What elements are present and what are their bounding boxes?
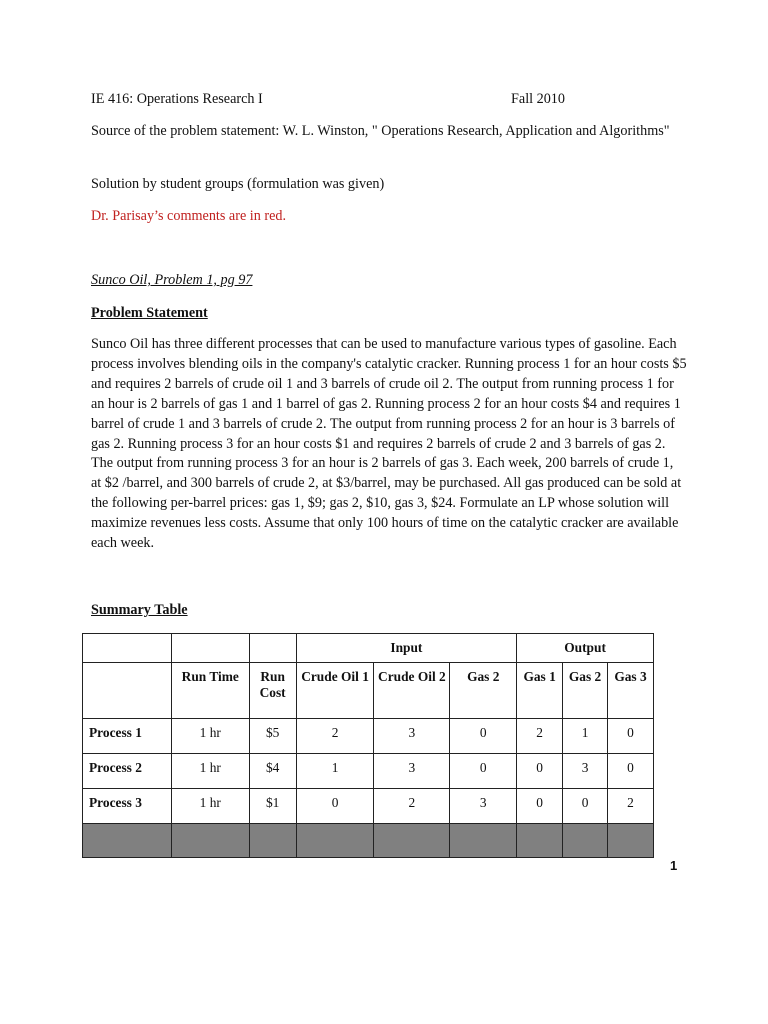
shaded-cell	[296, 824, 374, 858]
cell-gas-2-input: 0	[450, 754, 517, 789]
cell-gas-2-output: 0	[563, 789, 608, 824]
table-empty-cell	[249, 634, 296, 663]
column-header-run-time: Run Time	[171, 663, 249, 719]
table-row	[83, 754, 654, 789]
source-statement: Source of the problem statement: W. L. Winston, " Operations Research, Application and Algorithms"	[91, 123, 670, 139]
cell-run-time: 1 hr	[171, 754, 249, 789]
page-number: 1	[670, 858, 678, 873]
column-header-crude-oil-1: Crude Oil 1	[296, 663, 374, 719]
shaded-cell	[563, 824, 608, 858]
input-group-header: Input	[296, 634, 517, 663]
problem-statement-heading: Problem Statement	[91, 305, 208, 321]
summary-table	[82, 633, 654, 858]
cell-gas-1-output: 2	[517, 719, 563, 754]
cell-gas-3-output: 2	[608, 789, 654, 824]
cell-crude-oil-2: 3	[374, 719, 450, 754]
column-header-gas-2-input: Gas 2	[450, 663, 517, 719]
shaded-cell	[608, 824, 654, 858]
row-label: Process 1	[83, 719, 172, 754]
cell-crude-oil-1: 1	[296, 754, 374, 789]
column-header-run-cost: Run Cost	[249, 663, 296, 719]
cell-crude-oil-2: 3	[374, 754, 450, 789]
cell-crude-oil-2: 2	[374, 789, 450, 824]
output-group-header: Output	[517, 634, 654, 663]
table-empty-cell	[171, 634, 249, 663]
problem-subtitle: Sunco Oil, Problem 1, pg 97	[91, 272, 253, 288]
column-header-gas-1-output: Gas 1	[517, 663, 563, 719]
cell-crude-oil-1: 2	[296, 719, 374, 754]
cell-run-cost: $1	[249, 789, 296, 824]
header-row	[91, 89, 571, 109]
table-column-header-row	[83, 663, 654, 719]
table-empty-cell	[83, 663, 172, 719]
row-label: Process 2	[83, 754, 172, 789]
comments-note: Dr. Parisay’s comments are in red.	[91, 208, 287, 224]
cell-gas-1-output: 0	[517, 789, 563, 824]
column-header-crude-oil-2: Crude Oil 2	[374, 663, 450, 719]
cell-gas-3-output: 0	[608, 754, 654, 789]
cell-run-time: 1 hr	[171, 719, 249, 754]
row-label: Process 3	[83, 789, 172, 824]
shaded-cell	[517, 824, 563, 858]
term-label: Fall 2010	[511, 91, 565, 107]
table-group-header-row	[83, 634, 654, 663]
shaded-cell	[83, 824, 172, 858]
course-title: IE 416: Operations Research I	[91, 91, 263, 107]
cell-gas-2-output: 1	[563, 719, 608, 754]
table-row	[83, 789, 654, 824]
cell-gas-2-output: 3	[563, 754, 608, 789]
table-empty-cell	[83, 634, 172, 663]
problem-statement-text: Sunco Oil has three different processes that can be used to manufacture various types of gasoline. Each process involves blending oils in the company's catalytic cracker. Running process 1 for an hour costs $5 and requires 2 barrels of crude oil 1 and 3 barrels of crude oil 2. The output from running process 1 for an hour is 2 barrels of gas 1 and 1 barrel of gas 2. Running process 2 for an hour costs $4 and requires 1 barrel of crude 1 and 3 barrels of crude 2. The output from running process 2 for an hour is 3 barrels of gas 2. Running process 3 for an hour costs $1 and requires 2 barrels of crude 2 and 3 barrels of gas 2. The output from running process 3 for an hour is 2 barrels of gas 3. Each week, 200 barrels of crude 1, at $2 /barrel, and 300 barrels of crude 2, at $3/barrel, may be purchased. All gas produced can be sold at the following per-barrel prices: gas 1, $9; gas 2, $10, gas 3, $24. Formulate an LP whose solution will maximize revenues less costs. Assume that only 100 hours of time on the catalytic cracker are available each week.	[91, 336, 687, 552]
shaded-cell	[171, 824, 249, 858]
table-shaded-row	[83, 824, 654, 858]
cell-gas-2-input: 3	[450, 789, 517, 824]
column-header-gas-3-output: Gas 3	[608, 663, 654, 719]
cell-run-time: 1 hr	[171, 789, 249, 824]
solution-note: Solution by student groups (formulation was given)	[91, 176, 385, 192]
cell-run-cost: $4	[249, 754, 296, 789]
cell-gas-3-output: 0	[608, 719, 654, 754]
cell-run-cost: $5	[249, 719, 296, 754]
cell-gas-1-output: 0	[517, 754, 563, 789]
table-row	[83, 719, 654, 754]
cell-crude-oil-1: 0	[296, 789, 374, 824]
cell-gas-2-input: 0	[450, 719, 517, 754]
shaded-cell	[374, 824, 450, 858]
summary-table-heading: Summary Table	[91, 602, 188, 618]
shaded-cell	[249, 824, 296, 858]
shaded-cell	[450, 824, 517, 858]
column-header-gas-2-output: Gas 2	[563, 663, 608, 719]
